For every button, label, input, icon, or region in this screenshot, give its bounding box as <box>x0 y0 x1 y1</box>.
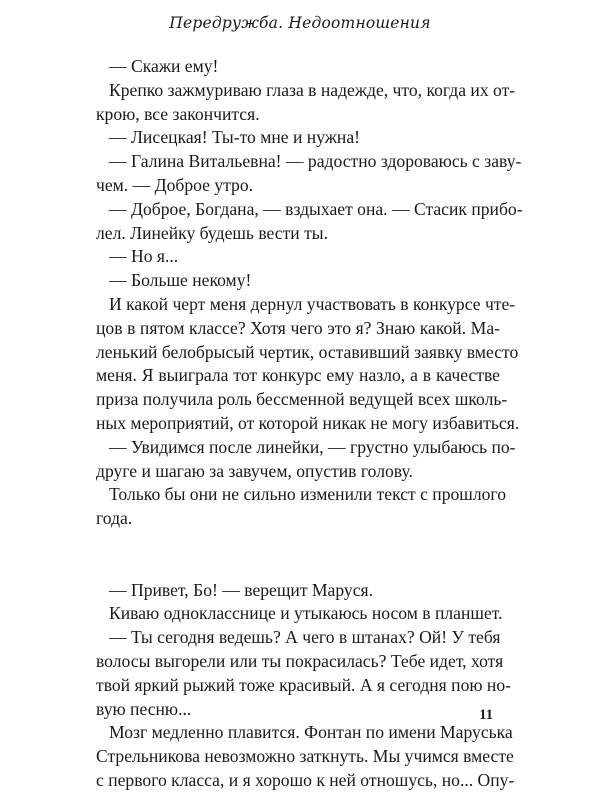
text-line: лел. Линейку будешь вести ты. <box>96 222 329 243</box>
text-line: волосы выгорели или ты покрасилась? Тебе идет, хотя <box>96 650 504 671</box>
text-line: Только бы они не сильно изменили текст с прошлого <box>109 484 507 505</box>
text-line: ных мероприятий, от которой никак не могу избавиться. <box>96 412 520 433</box>
text-line: твой яркий рыжий тоже красивый. А я сегодня пою но- <box>96 674 511 695</box>
section-1 <box>96 55 523 531</box>
text-line: крою, все закончится. <box>96 103 260 124</box>
text-line: И какой черт меня дернул участвовать в конкурсе чте- <box>109 293 516 314</box>
text-line: — Скажи ему! <box>109 56 219 76</box>
text-line: года. <box>96 508 133 529</box>
text-line: — Увидимся после линейки, — грустно улыбаюсь по- <box>109 436 516 457</box>
running-head: Передружба. Недоотношения <box>169 14 431 32</box>
text-line: Мозг медленно плавится. Фонтан по имени Маруська <box>109 722 513 743</box>
section-break <box>96 531 500 579</box>
text-line: друге и шагаю за завучем, опустив голову. <box>96 460 413 481</box>
text-line: чем. — Доброе утро. <box>96 174 254 195</box>
text-line: меня. Я выиграла тот конкурс ему назло, а в качестве <box>96 365 500 386</box>
text-line: вую песню... <box>96 698 192 719</box>
text-line: Киваю однокласснице и утыкаюсь носом в планшет. <box>109 603 503 624</box>
text-line: ленький белобрысый чертик, оставивший заявку вместо <box>96 341 519 362</box>
text-line: — Но я... <box>109 246 179 267</box>
section-2 <box>96 579 515 793</box>
text-line: с первого класса, и я хорошо к ней отношусь, но... Опу- <box>96 769 515 790</box>
text-line: Крепко зажмуриваю глаза в надежде, что, когда их от- <box>109 79 516 100</box>
text-line: приза получила роль бессменной ведущей всех школь- <box>96 389 508 410</box>
text-line: — Привет, Бо! — верещит Маруся. <box>109 579 374 600</box>
text-line: — Галина Витальевна! — радостно здороваюсь с заву- <box>109 151 522 172</box>
body-text <box>96 55 523 793</box>
text-line: — Лисецкая! Ты-то мне и нужна! <box>109 127 361 148</box>
text-line: — Доброе, Богдана, — вздыхает она. — Стасик прибо- <box>109 198 523 219</box>
text-line: — Больше некому! <box>109 270 252 291</box>
text-line: — Ты сегодня ведешь? А чего в штанах? Ой! У тебя <box>109 627 501 648</box>
page-number: 11 <box>479 707 493 723</box>
text-line: Стрельникова невозможно заткнуть. Мы учимся вместе <box>96 746 514 767</box>
text-line: цов в пятом классе? Хотя чего это я? Знаю какой. Ма- <box>96 317 500 338</box>
